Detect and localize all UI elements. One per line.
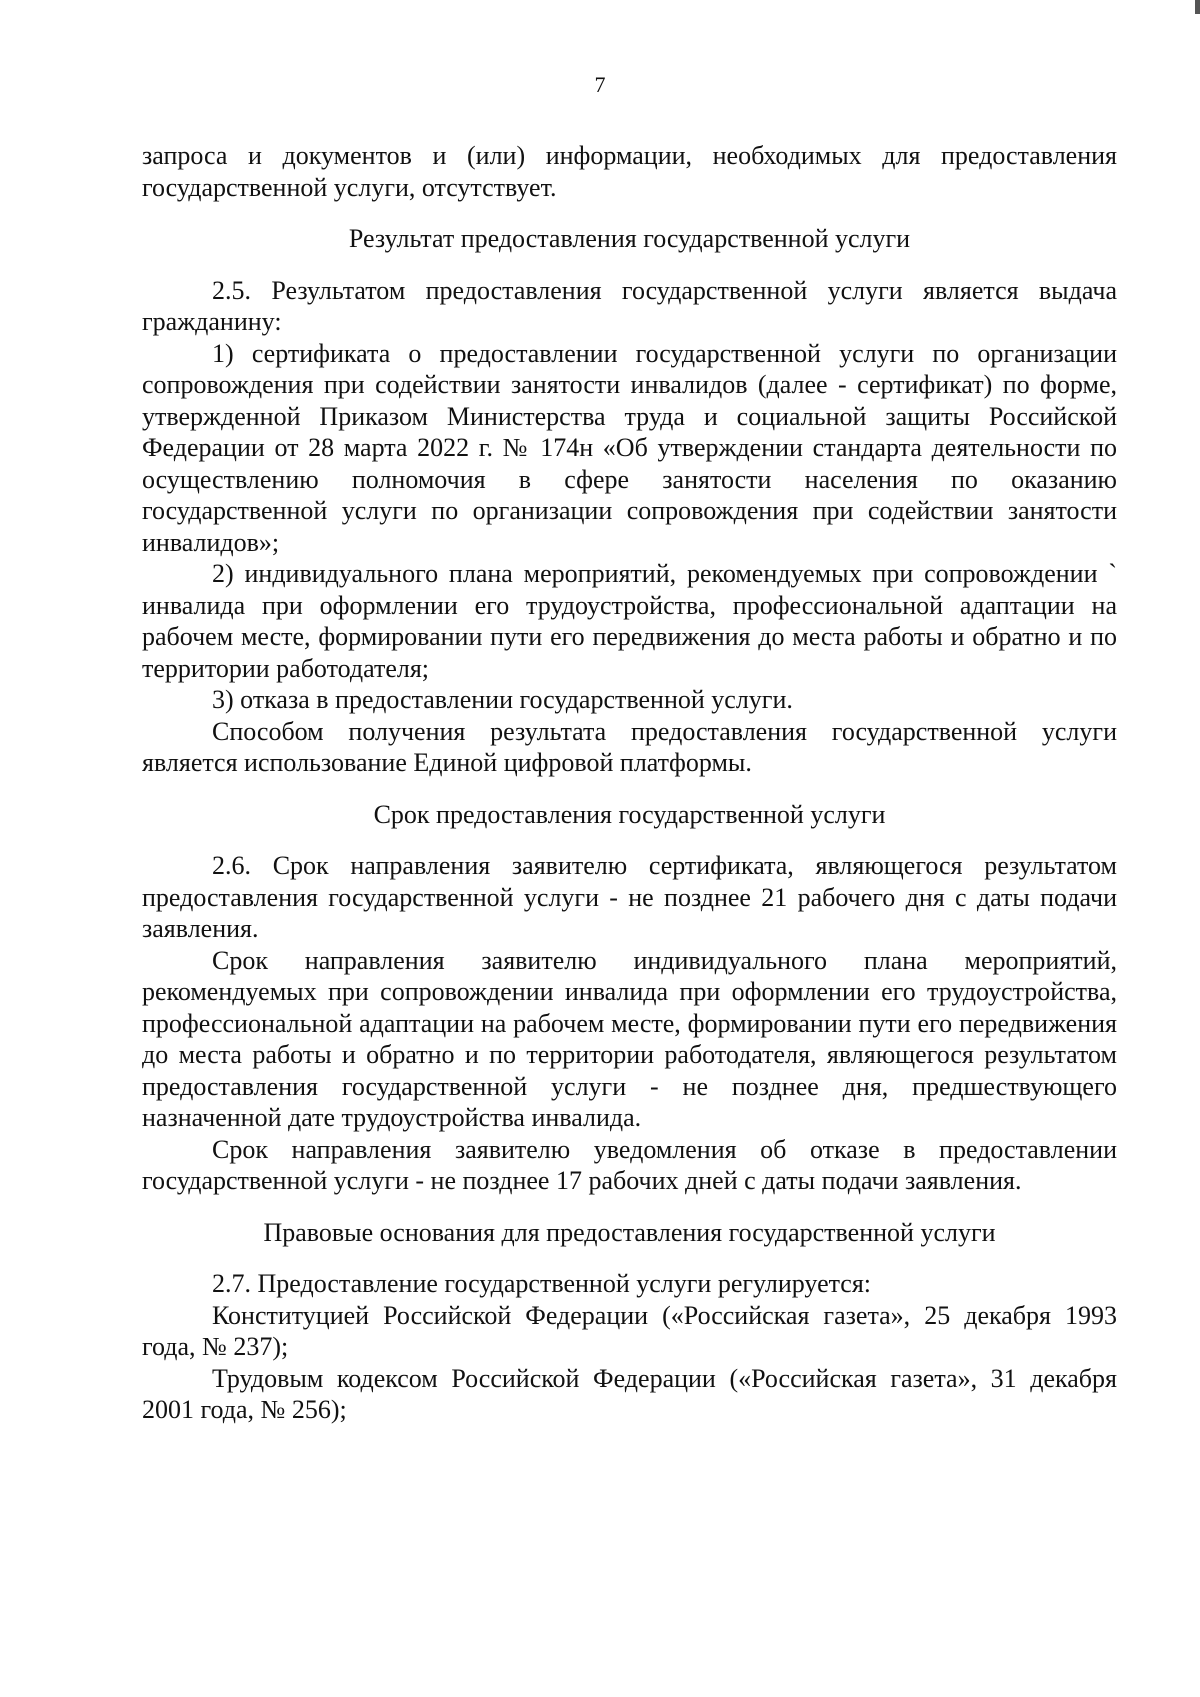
list-item-3: 3) отказа в предоставлении государственной услуги. (212, 685, 793, 714)
page-number: 7 (594, 72, 606, 97)
intro-paragraph: запроса и документов и (или) информации, необходимых для предоставления государственной услуги, отсутствует. (142, 141, 1117, 202)
term-refusal-paragraph: Срок направления заявителю уведомления об отказе в предоставлении государственной услуги - не позднее 17 рабочих дней с даты подачи заявления. (142, 1134, 1117, 1195)
paragraph-2-7: 2.7. Предоставление государственной услуги регулируется: (212, 1269, 872, 1298)
section-heading-legal: Правовые основания для предоставления государственной услуги (263, 1217, 996, 1247)
constitution-reference: Конституцией Российской Федерации («Российская газета», 25 декабря 1993 года, № 237); (142, 1300, 1117, 1361)
list-item-1: 1) сертификата о предоставлении государственной услуги по организации сопровождения при содействии занятости инвалидов (далее - сертификат) по форме, утвержденной Приказом Министерства труда и социальной защиты Российской Федерации от 28 марта 2022 г. № 174н «Об утверждении стандарта деятельности по осуществлению полномочия в сфере занятости населения по оказанию государственной услуги по организации сопровождения при содействии занятости инвалидов»; (142, 338, 1117, 557)
term-plan-paragraph: Срок направления заявителю индивидуального плана мероприятий, рекомендуемых при сопровождении инвалида при оформлении его трудоустройства, профессиональной адаптации на рабочем месте, формировании пути его передвижения до места работы и обратно и по территории работодателя, являющегося результатом предоставления государственной услуги - не позднее дня, предшествующего назначенной дате трудоустройства инвалида. (142, 945, 1117, 1132)
document-body (142, 140, 1117, 1426)
scan-artifact (1195, 0, 1200, 14)
paragraph-2-5: 2.5. Результатом предоставления государственной услуги является выдача гражданину: (142, 275, 1117, 336)
labor-code-reference: Трудовым кодексом Российской Федерации («Российская газета», 31 декабря 2001 года, № 256); (142, 1363, 1117, 1424)
method-paragraph: Способом получения результата предоставления государственной услуги является использование Единой цифровой платформы. (142, 716, 1117, 777)
paragraph-2-6: 2.6. Срок направления заявителю сертификата, являющегося результатом предоставления государственной услуги - не позднее 21 рабочего дня с даты подачи заявления. (142, 851, 1117, 943)
list-item-2: 2) индивидуального плана мероприятий, рекомендуемых при сопровождении ` инвалида при оформлении его трудоустройства, профессиональной адаптации на рабочем месте, формировании пути его передвижения до места работы и обратно и по территории работодателя; (142, 559, 1117, 683)
section-heading-term: Срок предоставления государственной услуги (373, 799, 886, 829)
section-heading-result: Результат предоставления государственной услуги (348, 224, 911, 253)
